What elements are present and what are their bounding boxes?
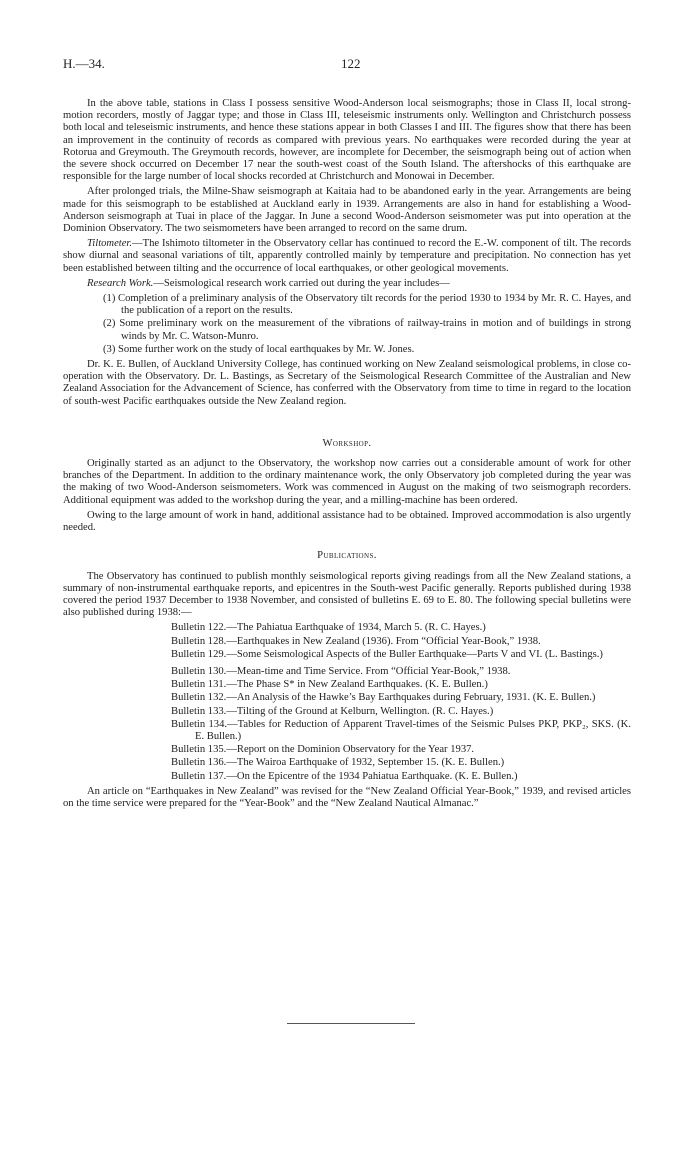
- page-header: [63, 58, 631, 74]
- research-item: (1) Completion of a preliminary analysis of the Observatory tilt records for the period 1930 to 1934 by Mr. R. C. Hayes, and the publication of a report on the results.: [103, 293, 631, 317]
- bulletin-item: Bulletin 135.—Report on the Dominion Observatory for the Year 1937.: [171, 744, 475, 756]
- research-paragraph: [63, 278, 631, 290]
- research-item: (2) Some preliminary work on the measurement of the vibrations of railway-trains in motion and of buildings in strong winds by Mr. C. Watson-Munro.: [103, 318, 631, 342]
- bulletin-item: Bulletin 128.—Earthquakes in New Zealand (1936). From “Official Year-Book,” 1938.: [171, 635, 541, 647]
- tiltometer-paragraph: [63, 238, 631, 275]
- bulletin-item: Bulletin 137.—On the Epicentre of the 1934 Pahiatua Earthquake. (K. E. Bullen.): [171, 770, 518, 782]
- workshop-heading: Workshop.: [322, 437, 372, 449]
- bulletin-item: Bulletin 130.—Mean-time and Time Service. From “Official Year-Book,” 1938.: [171, 665, 511, 677]
- bulletin-item: Bulletin 132.—An Analysis of the Hawke’s Bay Earthquakes during February, 1931. (K. E. Bullen.): [171, 692, 596, 704]
- closing-rule: [287, 1023, 415, 1024]
- bulletin-item: Bulletin 134.—Tables for Reduction of Apparent Travel-times of the Seismic Pulses PKP, PKP₂, SKS. (K. E. Bullen.): [171, 718, 631, 742]
- workshop-paragraph: Originally started as an adjunct to the Observatory, the workshop now carries out a considerable amount of work for other branches of the Department. In addition to the ordinary maintenance work, the only Observatory job completed during the year was the making of two Wood-Anderson seismometers. Work was commenced in August on the making of two seismograph recorders. Additional equipment was added to the workshop during the year, and a milling-machine has been ordered.: [63, 458, 631, 506]
- research-closing-paragraph: Dr. K. E. Bullen, of Auckland University College, has continued working on New Zealand seismological problems, in close co-operation with the Observatory. Dr. L. Bastings, as Secretary of the Seismological Research Committee of the Australian and New Zealand Association for the Advancement of Science, has conferred with the Observatory from time to time in regard to the location of south-west Pacific earthquakes outside the New Zealand region.: [63, 359, 631, 407]
- research-text: —Seismological research work carried out during the year includes—: [153, 277, 450, 289]
- bulletin-item: Bulletin 122.—The Pahiatua Earthquake of 1934, March 5. (R. C. Hayes.): [171, 622, 486, 634]
- report-reference: H.—34.: [63, 56, 105, 71]
- intro-paragraph: In the above table, stations in Class I possess sensitive Wood-Anderson local seismographs; those in Class II, local strong-motion recorders, mostly of Jaggar type; and those in Class III, teleseismic instruments only. Wellington and Christchurch possess both local and teleseismic instruments, and hence these stations appear in both Classes I and III. The figures show that there has been an improvement in the continuity of records as compared with previous years. No earthquakes were recorded during the year at Rotorua and Greymouth. The Greymouth records, however, are incomplete for December, the seismograph being out of action when the severe shock occurred on December 17 near the south-west coast of the South Island. The aftershocks of this earthquake are responsible for the large number of local shocks recorded at Christchurch and Monowai in December.: [63, 98, 631, 183]
- publications-heading: Publications.: [317, 550, 377, 562]
- research-item: (3) Some further work on the study of local earthquakes by Mr. W. Jones.: [103, 343, 415, 355]
- tiltometer-text: —The Ishimoto tiltometer in the Observatory cellar has continued to record the E.-W. component of tilt. The records show diurnal and seasonal variations of tilt, apparently controlled mainly by temperature and precipitation. No connection has yet been established between tilting and the occurrence of local earthquakes, or other geological movements.: [63, 238, 631, 274]
- publications-closing: An article on “Earthquakes in New Zealand” was revised for the “New Zealand Official Year-Book,” 1939, and revised articles on the time service were prepared for the “Year-Book” and the “New Zealand Nautical Almanac.”: [63, 785, 631, 809]
- intro-paragraph: After prolonged trials, the Milne-Shaw seismograph at Kaitaia had to be abandoned early in the year. Arrangements are being made for this seismograph to be established at Auckland early in 1939. Arrangements are also in hand for establishing a Wood-Anderson seismograph at Tuai in place of the Jaggar. In June a second Wood-Anderson seismometer was put into operation at the Dominion Observatory. The two seismometers have been arranged to record on the same drum.: [63, 186, 631, 235]
- bulletin-list: [63, 622, 631, 782]
- bulletin-item: Bulletin 136.—The Wairoa Earthquake of 1932, September 15. (K. E. Bullen.): [171, 757, 505, 769]
- tiltometer-label: Tiltometer.: [87, 238, 133, 250]
- workshop-paragraph: Owing to the large amount of work in hand, additional assistance had to be obtained. Improved accommodation is also urgently needed.: [63, 509, 631, 534]
- research-label: Research Work.: [87, 277, 154, 289]
- research-list: [63, 293, 631, 356]
- document-page: [63, 58, 631, 813]
- bulletin-item: Bulletin 133.—Tilting of the Ground at Kelburn, Wellington. (R. C. Hayes.): [171, 705, 494, 717]
- bulletin-item: Bulletin 131.—The Phase S* in New Zealand Earthquakes. (K. E. Bullen.): [171, 679, 488, 691]
- page-number: 122: [341, 56, 361, 71]
- publications-intro: The Observatory has continued to publish monthly seismological reports giving readings from all the New Zealand stations, a summary of non-instrumental earthquake reports, and epicentres in the South-west Pacific generally. Reports published during 1938 covered the period 1937 December to 1938 November, and consisted of bulletins E. 69 to E. 80. The following special bulletins were also published during 1938:—: [63, 570, 631, 619]
- bulletin-item: Bulletin 129.—Some Seismological Aspects of the Buller Earthquake—Parts V and VI. (L. Bastings.): [171, 648, 603, 660]
